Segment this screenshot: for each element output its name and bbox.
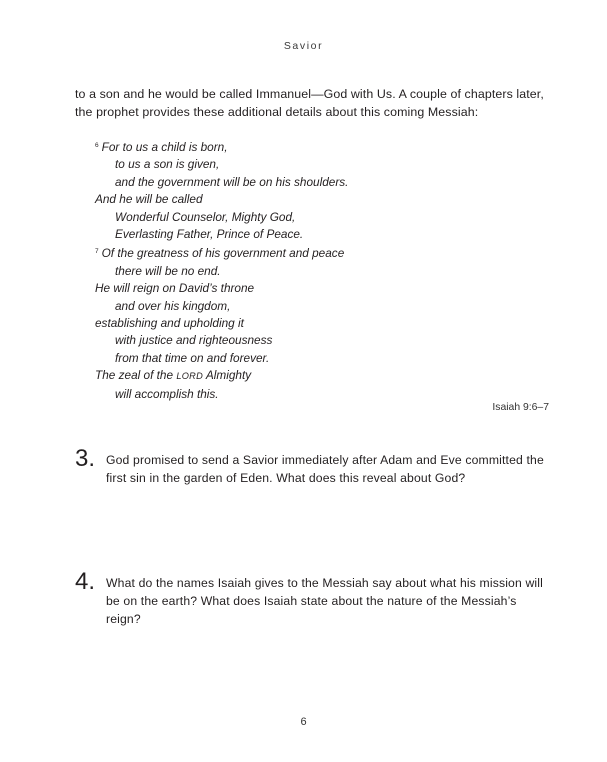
- poem-line: with justice and righteousness: [115, 333, 273, 348]
- question-number: 3.: [75, 445, 96, 472]
- question-number: 4.: [75, 568, 96, 595]
- poem-line: there will be no end.: [115, 263, 221, 278]
- question-text: What do the names Isaiah gives to the Messiah say about what his mission will be on the earth? What does Isaiah state about the nature of the Messiah’s reign?: [106, 576, 543, 626]
- intro-line: the prophet provides these additional details about this coming Messiah:: [75, 105, 479, 119]
- poem-line: He will reign on David’s throne: [95, 281, 255, 296]
- verse-number: 7: [95, 248, 99, 256]
- poem-line: and over his kingdom,: [115, 298, 231, 313]
- poem-line: to us a son is given,: [115, 157, 220, 172]
- question-4: [75, 570, 550, 628]
- question-3: [75, 447, 550, 487]
- page-number: 6: [300, 716, 307, 728]
- poem-line: $^6$ For to us a child is born,: [95, 140, 228, 154]
- scripture-quote: [95, 137, 555, 403]
- poem-line: Everlasting Father, Prince of Peace.: [115, 227, 304, 242]
- poem-line: and the government will be on his shoulders.: [115, 174, 349, 189]
- poem-line: $^7$ Of the greatness of his government and peace: [95, 246, 345, 261]
- scripture-citation: Isaiah 9:6–7: [492, 402, 549, 413]
- question-text: God promised to send a Savior immediately after Adam and Eve committed the first sin in the garden of Eden. What does this reveal about God?: [106, 453, 544, 485]
- poem-line: Wonderful Counselor, Mighty God,: [115, 209, 296, 224]
- poem-line: will accomplish this.: [115, 386, 219, 401]
- poem-line: from that time on and forever.: [115, 350, 270, 365]
- poem-line: establishing and upholding it: [95, 316, 244, 331]
- verse-number: 6: [95, 142, 99, 149]
- poem-line: The zeal of the LORD Almighty: [95, 368, 252, 383]
- intro-line: to a son and he would be called Immanuel—God with Us. A couple of chapters later,: [75, 87, 544, 101]
- poem-line: And he will be called: [95, 192, 203, 207]
- small-caps-lord: LORD: [176, 371, 204, 382]
- running-header: Savior: [283, 40, 324, 52]
- intro-paragraph: [75, 85, 550, 121]
